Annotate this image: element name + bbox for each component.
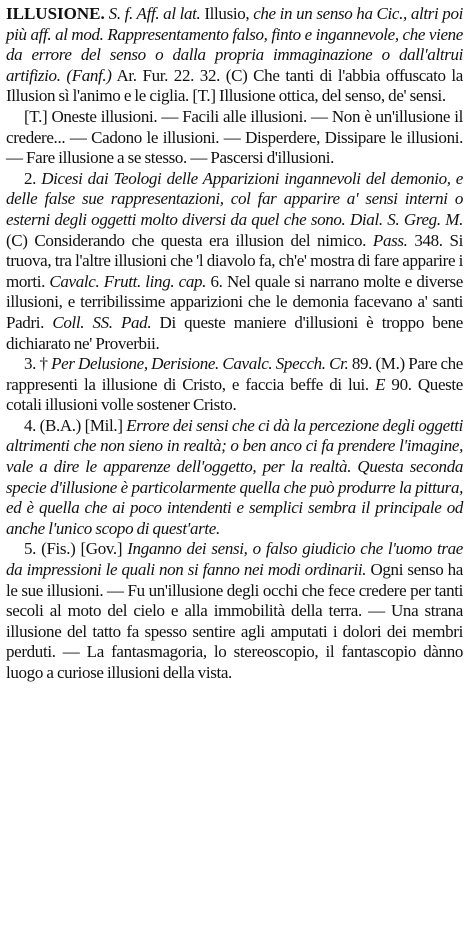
citation-text: 6. Nel quale si narrano molte e diverse illusioni, e terribilissime apparizioni che le demonia facevano a' santi Padri. <box>6 271 463 332</box>
definition-2 <box>6 169 463 354</box>
sense-number: 5. (Fis.) [Gov.] <box>24 539 128 559</box>
sense-number: 2. <box>24 168 42 188</box>
definition-text: Per Delusione, Derisione. Cavalc. Specch. Cr. <box>51 354 349 374</box>
source-ref: E <box>375 374 386 394</box>
headword: ILLUSIONE. <box>6 4 105 23</box>
source-ref: Pass. <box>372 230 408 250</box>
citation-text: Di queste maniere d'illusioni è troppo bene dichiarato ne' Proverbii. <box>6 312 463 353</box>
citation-text: (C) Considerando che questa era illusion del nimico. <box>6 230 373 250</box>
citation-text: Ar. Fur. 22. 32. (C) Che tanti di l'abbia offuscato la Illusion sì l'animo e le ciglia. [T.] Illusione ottica, del senso, de' sensi. <box>6 65 463 106</box>
definition-3 <box>6 354 463 416</box>
definition-text: Errore dei sensi che ci dà la percezione degli oggetti altrimenti che non sieno in realtà; o ben anco ci fa prendere l'imagine, vale a dire le apparenze dell'oggetto, per la realtà. Questa seconda specie d'illusione è particolarmente quella che può produrre la pittura, ed è quella che ai poco intendenti e semplici sembra il principale od anche l'unico scopo di quest'arte. <box>6 415 463 538</box>
definition-4 <box>6 416 463 540</box>
definition-text: Inganno dei sensi, o falso giudicio che l'uomo trae da impressioni le quali non si fanno nei modi ordinarii. <box>6 539 464 580</box>
sense-number: 4. (B.A.) [Mil.] <box>24 415 127 435</box>
grammar-label: S. f. Aff. al lat. <box>104 4 201 23</box>
latin-term: Illusio, <box>200 4 254 23</box>
source-ref: Cavalc. Frutt. ling. cap. <box>49 271 207 291</box>
definition-1 <box>6 4 463 107</box>
definition-text: che in un senso ha Cic., altri poi più aff. al mod. Rappresentamento falso, finto e ingannevole, che viene da errore del senso o dalla propria immaginazione o dall'altrui artifizio. (Fanf.) <box>6 4 463 85</box>
citation-text: 89. (M.) Pare che rappresenti la illusione di Cristo, e faccia beffe di lui. <box>6 354 463 394</box>
source-ref: Coll. SS. Pad. <box>52 312 152 332</box>
citation-text: Ogni senso ha le sue illusioni. — Fu un'illusione degli occhi che fece credere per tanti secoli al moto del cielo e alla immobilità della terra. — Una strana illusione del tatto fa spesso sentire agli amputati i dolori dei membri perduti. — La fantasmagoria, lo stereoscopio, il fantascopio dànno luogo a curiose illusioni della vista. <box>6 560 463 682</box>
sense-number: 3. † <box>24 354 52 374</box>
citation-text: 348. Si truova, tra l'altre illusioni che 'l diavolo fa, ch'e' mostra di fare apparire i morti. <box>6 230 463 291</box>
definition-text: Dicesi dai Teologi delle Apparizioni ingannevoli del demonio, e delle false sue rappresentazioni, col far apparire a' sensi interni o esterni degli oggetti molto diversi da quel che sono. Dial. S. Greg. M. <box>6 168 464 229</box>
usage-examples: [T.] Oneste illusioni. — Facili alle illusioni. — Non è un'illusione il credere... — Cadono le illusioni. — Disperdere, Dissipare le illusioni. — Fare illusione a se stesso. — Pascersi d'illusioni. <box>6 106 463 168</box>
definition-5 <box>6 539 463 683</box>
citation-text: 90. Queste cotali illusioni volle sostener Cristo. <box>6 374 463 415</box>
